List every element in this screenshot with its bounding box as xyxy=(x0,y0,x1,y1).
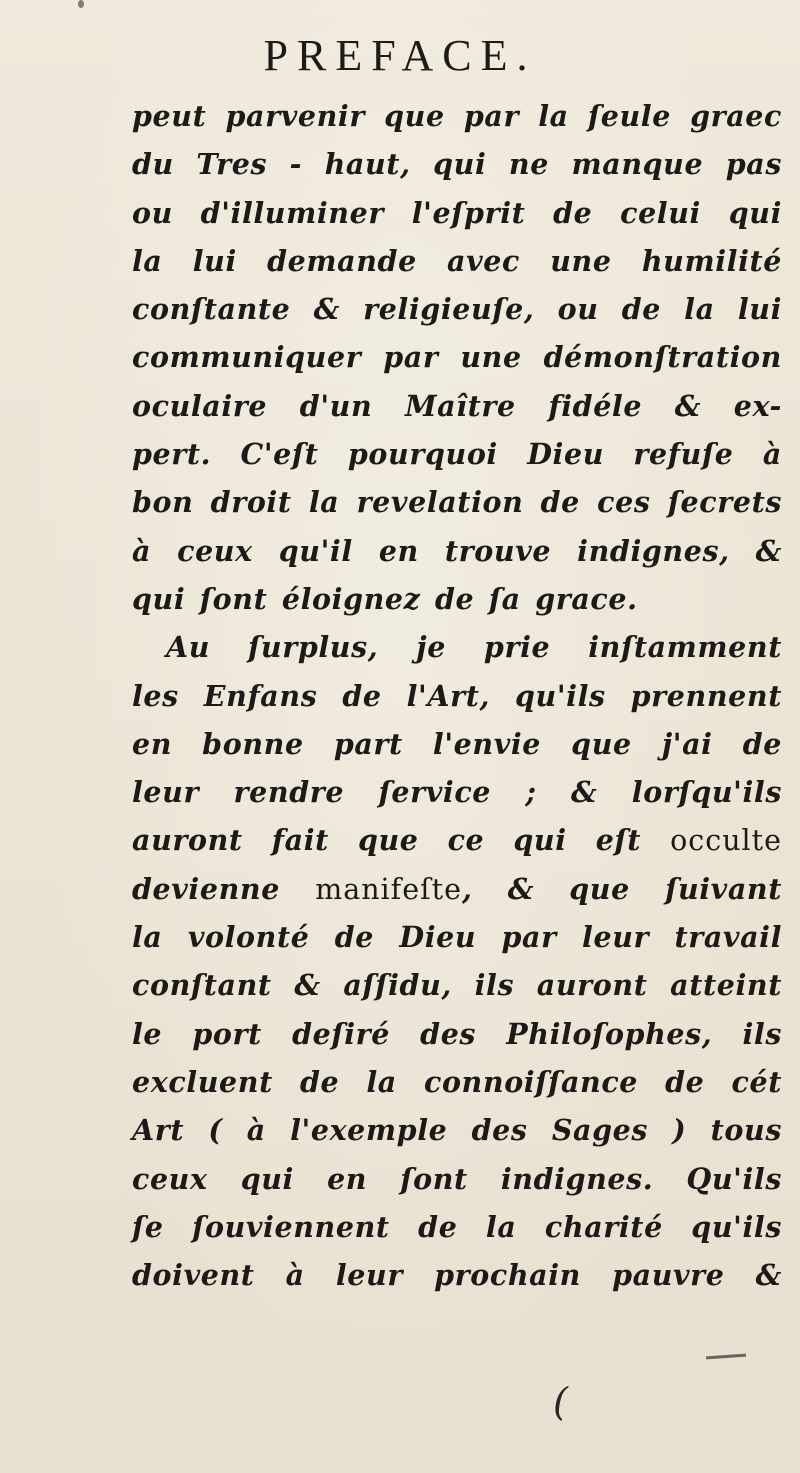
text-segment: peut parvenir que par la ſeule graec xyxy=(132,99,782,133)
text-line xyxy=(132,382,782,430)
text-segment: oculaire d'un Maître fidéle & ex- xyxy=(132,388,782,423)
text-segment: communiquer par une démonſtration xyxy=(132,340,782,375)
text-line xyxy=(132,1010,782,1058)
text-segment: excluent de la connoiſſance de cét xyxy=(132,1064,782,1099)
text-line xyxy=(132,1058,782,1106)
text-line xyxy=(132,672,782,720)
roman-word: occulte xyxy=(670,824,782,858)
text-line xyxy=(132,189,782,237)
text-line xyxy=(132,816,782,864)
body-text xyxy=(132,92,782,1299)
text-segment: devienne xyxy=(132,871,316,906)
text-segment: qui ſont éloignez de ſa grace. xyxy=(132,581,638,616)
running-head: PREFACE. xyxy=(263,31,537,80)
text-line xyxy=(132,333,782,381)
text-line xyxy=(132,1106,782,1154)
text-segment: à ceux qu'il en trouve indignes, & xyxy=(132,533,782,568)
text-segment: conſtant & aſſidu, ils auront atteint xyxy=(132,968,782,1003)
text-line xyxy=(132,92,782,140)
text-line xyxy=(132,527,782,575)
text-line xyxy=(132,1251,782,1299)
text-line xyxy=(132,478,782,526)
text-segment: la volonté de Dieu par leur travail xyxy=(132,920,782,955)
text-line xyxy=(132,430,782,478)
text-line xyxy=(132,768,782,816)
text-segment: ſe ſouviennent de la charité qu'ils xyxy=(132,1209,782,1244)
ink-speck xyxy=(78,0,84,8)
text-line xyxy=(132,961,782,1009)
roman-word: manifeſte xyxy=(315,872,462,906)
text-segment: Art ( à l'exemple des Sages ) tous xyxy=(132,1113,782,1148)
text-segment: la lui demande avec une humilité xyxy=(132,243,782,278)
text-line xyxy=(132,913,782,961)
text-segment: doivent à leur prochain pauvre & xyxy=(132,1258,782,1293)
text-line xyxy=(132,720,782,768)
text-segment: du Tres - haut, qui ne manque pas xyxy=(132,147,782,182)
text-line xyxy=(132,237,782,285)
text-segment: auront fait que ce qui eſt xyxy=(132,823,671,858)
text-segment: bon droit la revelation de ces ſecrets xyxy=(132,485,782,520)
text-segment: le port deſiré des Philoſophes, ils xyxy=(132,1016,782,1051)
text-segment: Au ſurplus, je prie inſtamment xyxy=(166,630,782,665)
text-segment: en bonne part l'envie que j'ai de xyxy=(132,726,782,761)
text-line xyxy=(132,1155,782,1203)
text-segment: leur rendre ſervice ; & lorſqu'ils xyxy=(132,775,782,810)
text-line xyxy=(132,865,782,913)
text-segment: ceux qui en ſont indignes. Qu'ils xyxy=(132,1161,782,1196)
text-segment: ou d'illuminer l'eſprit de celui qui xyxy=(132,195,782,230)
text-line xyxy=(132,140,782,188)
text-segment: les Enfans de l'Art, qu'ils prennent xyxy=(132,678,782,713)
text-segment: , & que ſuivant xyxy=(461,871,782,906)
footer-mark: ( xyxy=(553,1380,568,1424)
text-line xyxy=(132,285,782,333)
text-segment: pert. C'eſt pourquoi Dieu refuſe à xyxy=(132,437,782,472)
text-segment: conſtante & religieuſe, ou de la lui xyxy=(132,292,782,327)
text-line xyxy=(132,623,782,671)
text-line xyxy=(132,1203,782,1251)
ink-mark xyxy=(706,1354,746,1360)
text-line xyxy=(132,575,782,623)
